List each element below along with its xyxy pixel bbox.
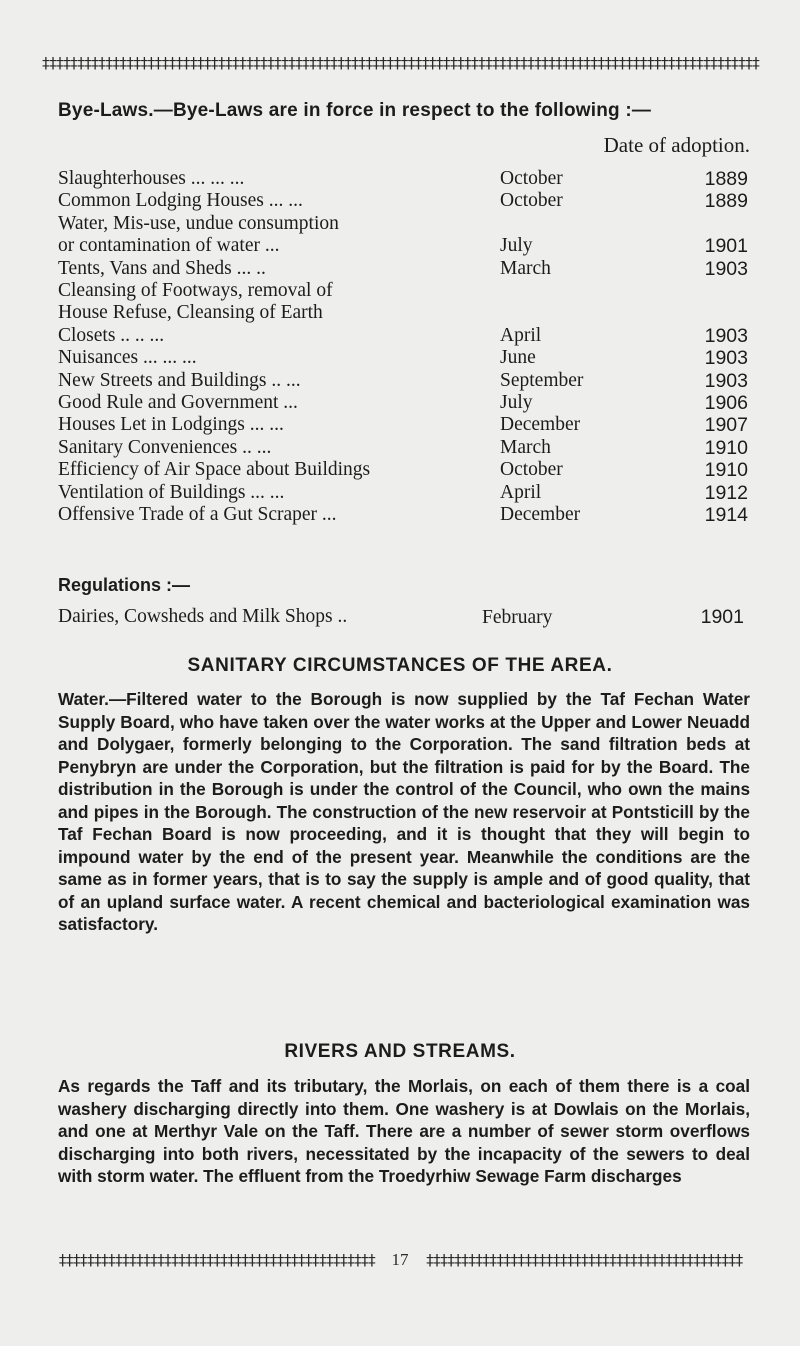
byelaw-year: 1910: [704, 436, 748, 459]
byelaw-year: 1912: [704, 481, 748, 504]
byelaw-row: [58, 280, 758, 347]
byelaw-name: Houses Let in Lodgings ... ...: [58, 414, 284, 436]
byelaw-name: Cleansing of Footways, removal of House Refuse, Cleansing of Earth Closets .. .. ...: [58, 280, 333, 346]
date-of-adoption-heading: Date of adoption.: [603, 133, 750, 157]
byelaw-month: October: [500, 190, 563, 212]
byelaw-name: Water, Mis-use, undue consumption or contamination of water ...: [58, 212, 339, 257]
byelaw-month: December: [500, 504, 581, 526]
byelaw-name: Common Lodging Houses ... ...: [58, 190, 303, 212]
regulation-row: [58, 606, 758, 629]
byelaws-intro: Bye-Laws.—Bye-Laws are in force in respect to the following :—: [58, 100, 652, 121]
byelaw-row: [58, 437, 758, 459]
byelaw-year: 1910: [704, 459, 748, 482]
byelaw-row: [58, 370, 758, 392]
byelaw-year: 1901: [704, 235, 748, 258]
byelaw-row: [58, 190, 758, 212]
byelaw-row: [58, 392, 758, 414]
page-number: 17: [391, 1250, 409, 1269]
byelaw-year: 1889: [704, 168, 748, 190]
byelaw-row: [58, 213, 758, 258]
byelaw-name: Nuisances ... ... ...: [58, 347, 197, 369]
byelaw-year: 1906: [704, 392, 748, 415]
byelaw-year: 1889: [704, 190, 748, 213]
byelaw-month: March: [500, 257, 551, 279]
byelaw-name: Slaughterhouses ... ... ...: [58, 168, 245, 189]
regulation-year: 1901: [700, 606, 744, 628]
byelaw-row: [58, 482, 758, 504]
byelaw-month: March: [500, 436, 551, 458]
rivers-section-title: RIVERS AND STREAMS.: [284, 1041, 516, 1062]
bottom-ornament-border: [0, 1250, 800, 1270]
byelaw-name: New Streets and Buildings .. ...: [58, 369, 301, 391]
byelaw-row: [58, 414, 758, 436]
byelaw-name: Efficiency of Air Space about Buildings: [58, 459, 371, 481]
regulation-month: February: [482, 607, 553, 628]
byelaw-name: Offensive Trade of a Gut Scraper ...: [58, 504, 337, 526]
top-ornament-border: ‡‡‡‡‡‡‡‡‡‡‡‡‡‡‡‡‡‡‡‡‡‡‡‡‡‡‡‡‡‡‡‡‡‡‡‡‡‡‡‡‡‡‡‡‡‡‡‡‡‡‡‡‡‡‡‡‡‡‡‡‡‡‡‡‡‡‡‡‡‡‡‡‡‡‡‡‡‡‡‡‡‡‡‡‡‡‡‡‡‡‡‡‡‡‡‡‡‡‡‡‡‡: [41, 54, 759, 72]
byelaw-row: [58, 504, 758, 526]
regulations-heading: Regulations :—: [58, 575, 191, 595]
byelaw-year: 1903: [704, 324, 748, 347]
byelaw-year: 1914: [704, 504, 748, 527]
sanitary-section-title: SANITARY CIRCUMSTANCES OF THE AREA.: [187, 655, 613, 676]
water-paragraph: Water.—Filtered water to the Borough is now supplied by the Taf Fechan Water Supply Board, who have taken over the water works at the Upper and Lower Neuadd and Dolygaer, formerly belonging to the Corporation. The sand filtration beds at Penybryn are under the Corporation, but the filtration is paid for by the Board. The distribution in the Borough is under the control of the Council, who own the mains and pipes in the Borough. The construction of the new reservoir at Pontsticill by the Taf Fechan Board is now proceeding, and it is thought that they will begin to impound water by the end of the present year. Meanwhile the conditions are the same as in former years, that is to say the supply is ample and of good quality, that of an upland surface water. A recent chemical and bacteriological examination was satisfactory.: [58, 689, 750, 934]
rivers-paragraph: As regards the Taff and its tributary, the Morlais, on each of them there is a coal washery discharging directly into them. One washery is at Dowlais on the Morlais, and one at Merthyr Vale on the Taff. There are a number of sewer storm overflows discharging into both rivers, necessitated by the incapacity of the sewers to deal with storm water. The effluent from the Troedyrhiw Sewage Farm discharges: [58, 1076, 750, 1186]
byelaw-name: Tents, Vans and Sheds ... ..: [58, 257, 266, 279]
bottom-ornament-right: ‡‡‡‡‡‡‡‡‡‡‡‡‡‡‡‡‡‡‡‡‡‡‡‡‡‡‡‡‡‡‡‡‡‡‡‡‡‡‡‡‡‡‡‡‡: [425, 1251, 742, 1269]
bottom-ornament-left: ‡‡‡‡‡‡‡‡‡‡‡‡‡‡‡‡‡‡‡‡‡‡‡‡‡‡‡‡‡‡‡‡‡‡‡‡‡‡‡‡‡‡‡‡‡: [58, 1251, 375, 1269]
byelaw-year: 1903: [704, 369, 748, 392]
byelaw-month: September: [500, 369, 584, 391]
byelaw-month: June: [500, 347, 536, 369]
byelaw-month: July: [500, 235, 533, 257]
byelaw-month: July: [500, 392, 533, 414]
regulation-name: Dairies, Cowsheds and Milk Shops ..: [58, 606, 348, 627]
byelaw-name: Good Rule and Government ...: [58, 392, 298, 414]
byelaw-name: Sanitary Conveniences .. ...: [58, 436, 272, 458]
byelaw-year: 1907: [704, 414, 748, 437]
byelaw-month: April: [500, 324, 542, 346]
byelaw-row: [58, 168, 758, 190]
byelaw-name: Ventilation of Buildings ... ...: [58, 481, 285, 503]
byelaw-month: October: [500, 168, 563, 189]
byelaws-table: [58, 168, 758, 527]
byelaw-row: [58, 459, 758, 481]
byelaw-row: [58, 347, 758, 369]
byelaw-row: [58, 258, 758, 280]
byelaw-month: April: [500, 481, 542, 503]
byelaw-month: December: [500, 414, 581, 436]
byelaw-month: October: [500, 459, 563, 481]
byelaw-year: 1903: [704, 257, 748, 280]
byelaw-year: 1903: [704, 347, 748, 370]
